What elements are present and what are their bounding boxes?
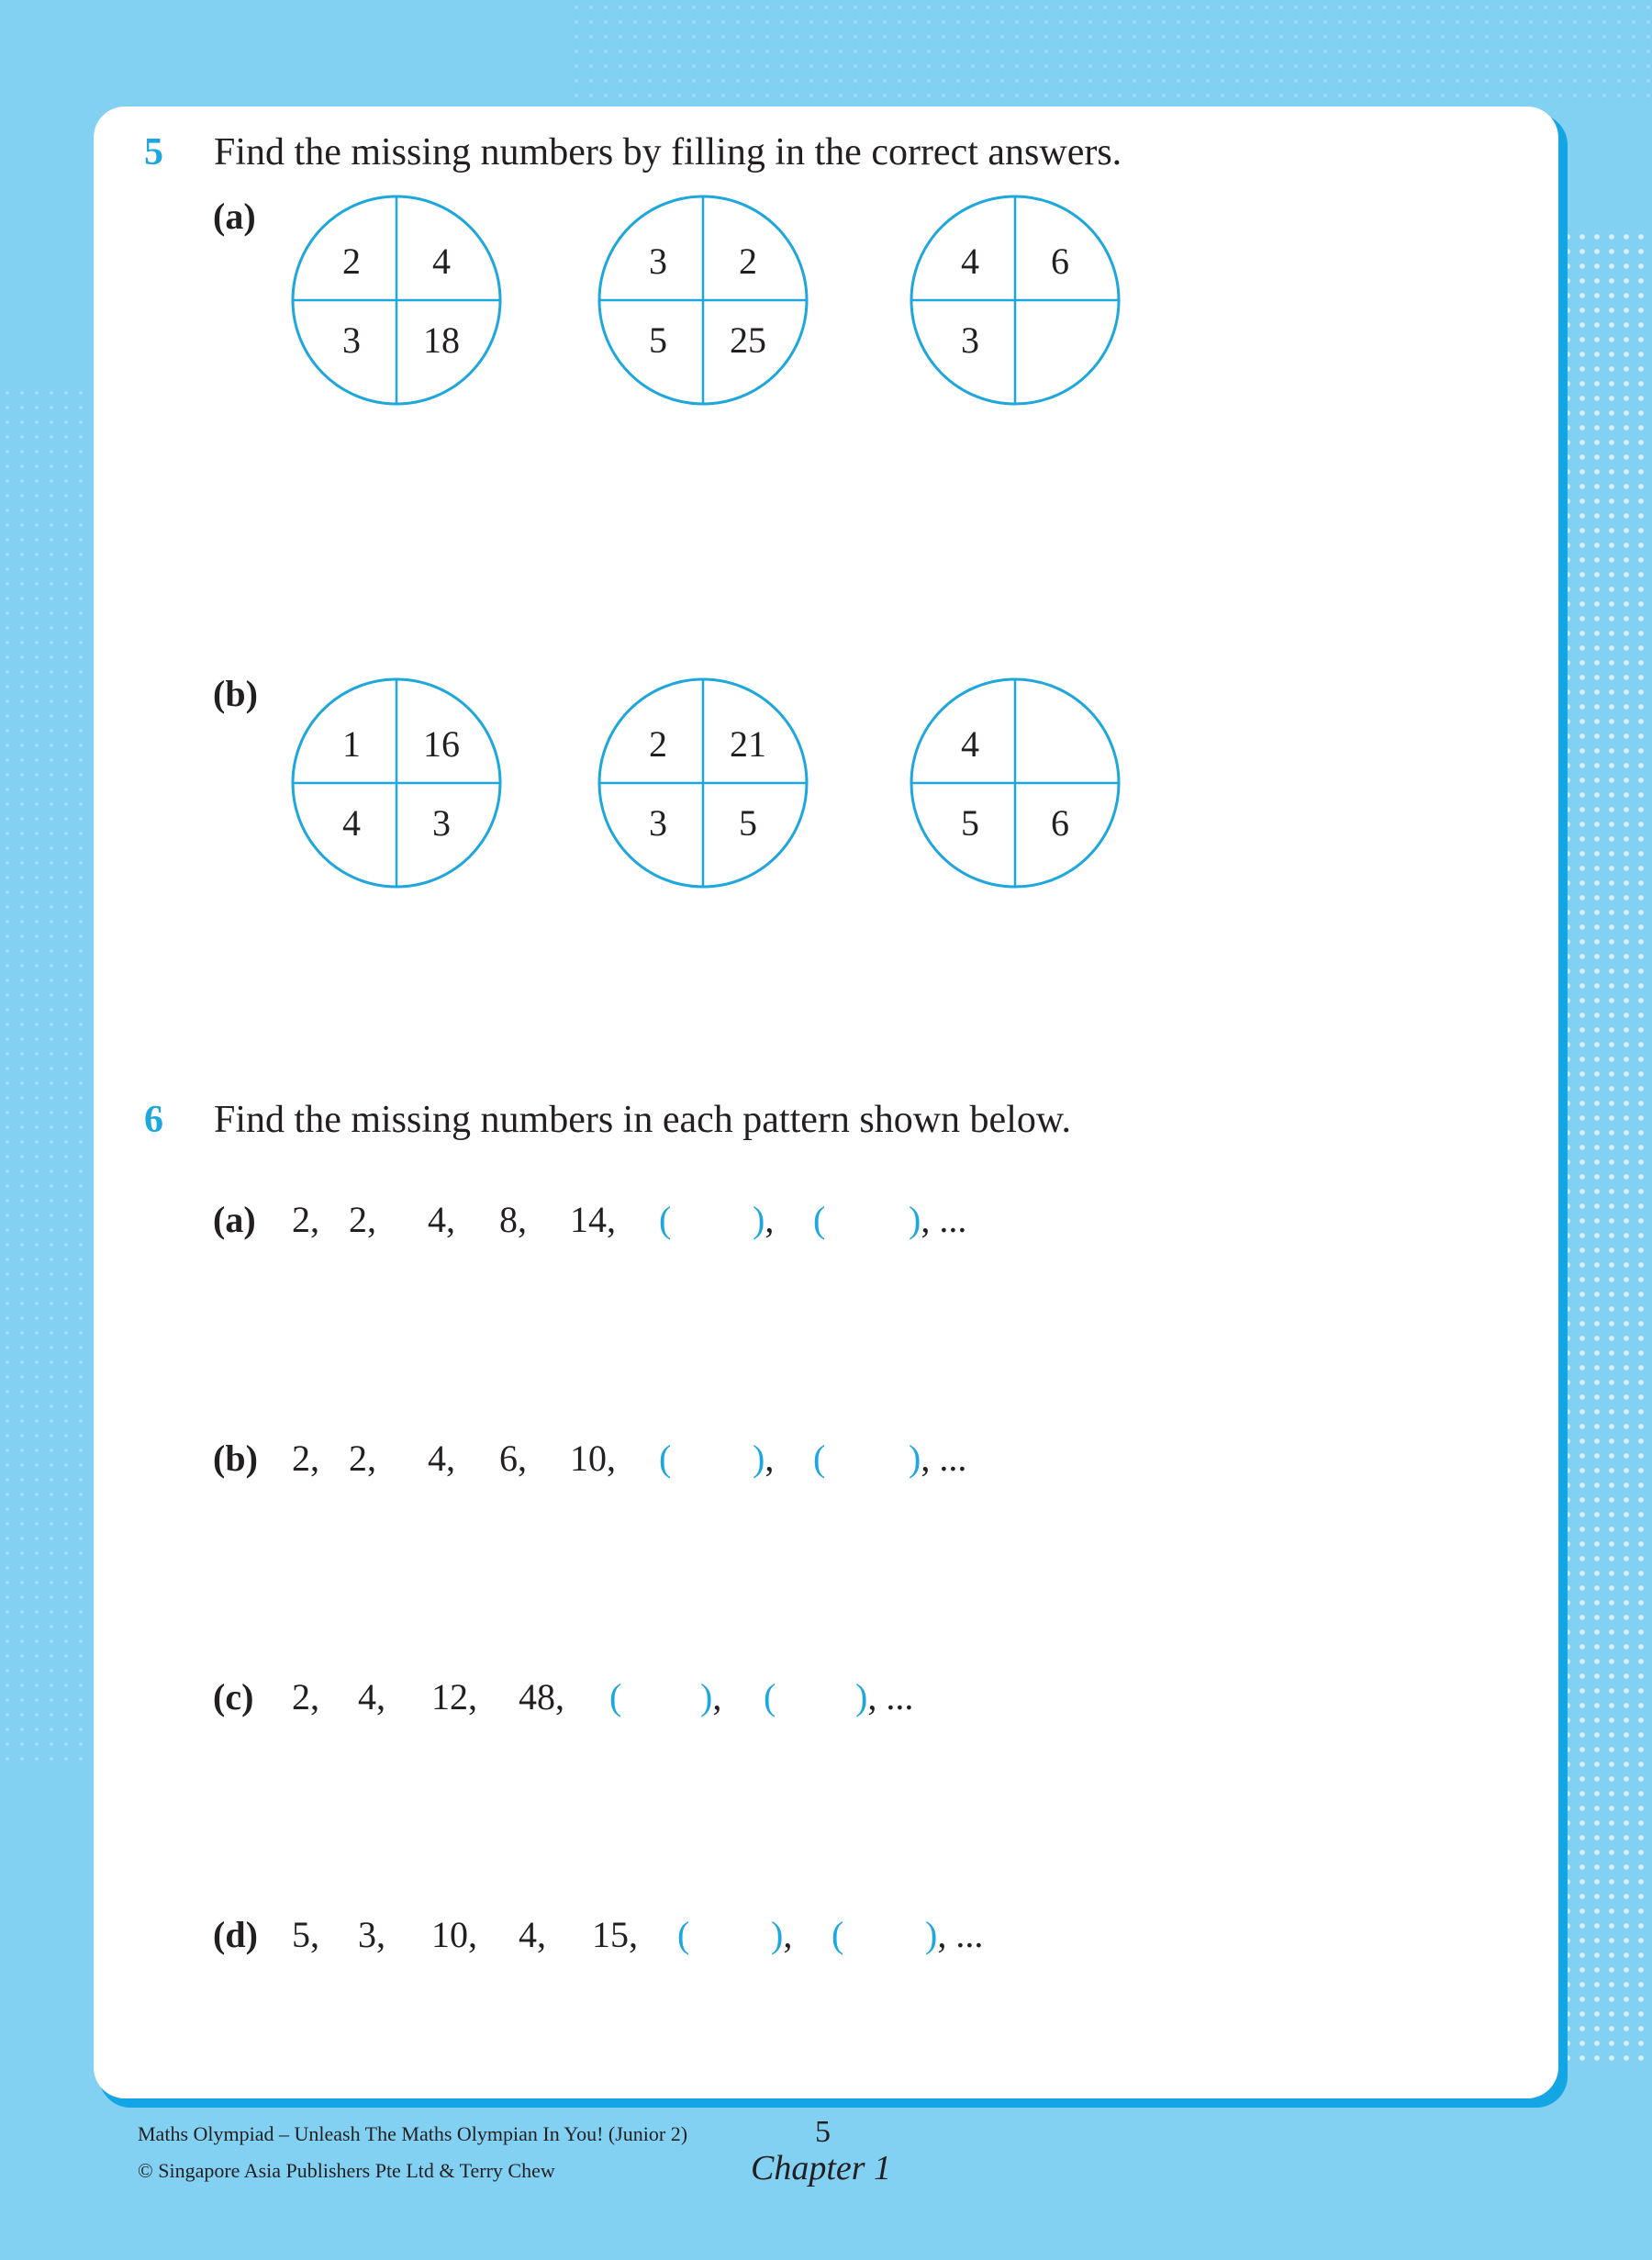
answer-blank-close[interactable]: ), bbox=[753, 1438, 775, 1479]
question-text: Find the missing numbers in each pattern shown below. bbox=[214, 1099, 1071, 1141]
chapter-label: Chapter 1 bbox=[751, 2149, 892, 2187]
quadrant-number: 16 bbox=[423, 723, 460, 765]
page-number: 5 bbox=[815, 2115, 831, 2149]
sequence-term: 4, bbox=[428, 1438, 455, 1479]
answer-blank-close[interactable]: ), ... bbox=[925, 1914, 984, 1955]
answer-blank-open[interactable]: ( bbox=[832, 1914, 844, 1955]
part-label: (b) bbox=[213, 673, 258, 714]
sequence-term: 3, bbox=[358, 1914, 385, 1955]
quadrant-number: 18 bbox=[423, 319, 460, 361]
sequence-term: 10, bbox=[570, 1438, 616, 1479]
footer-book-title: Maths Olympiad – Unleash The Maths Olympian In You! (Junior 2) bbox=[138, 2122, 688, 2145]
part-label: (b) bbox=[213, 1438, 258, 1479]
quadrant-number: 4 bbox=[342, 802, 361, 844]
quadrant-number: 3 bbox=[649, 802, 667, 844]
part-label: (a) bbox=[213, 1199, 256, 1240]
answer-blank-open[interactable]: ( bbox=[677, 1914, 690, 1955]
dot-pattern bbox=[1560, 229, 1652, 2065]
sequence-term: 5, bbox=[292, 1914, 319, 1955]
sequence-term: 15, bbox=[592, 1914, 638, 1955]
sequence-term: 2, bbox=[292, 1199, 319, 1240]
answer-blank-close[interactable]: ), ... bbox=[909, 1199, 967, 1240]
sequence-term: 4, bbox=[428, 1199, 455, 1240]
number-circle bbox=[597, 677, 809, 889]
number-circle bbox=[290, 194, 503, 407]
quadrant-number: 3 bbox=[432, 802, 451, 844]
number-circle bbox=[597, 194, 809, 407]
sequence-term: 10, bbox=[431, 1914, 477, 1955]
sequence-term: 4, bbox=[519, 1914, 546, 1955]
dot-pattern bbox=[569, 0, 1652, 101]
answer-blank-close[interactable]: ), bbox=[753, 1199, 775, 1240]
footer-copyright: © Singapore Asia Publishers Pte Ltd & Terry Chew bbox=[138, 2159, 555, 2182]
answer-blank-open[interactable]: ( bbox=[609, 1676, 622, 1717]
dot-pattern bbox=[0, 386, 92, 1762]
question-number: 6 bbox=[144, 1099, 163, 1141]
answer-blank-close[interactable]: ), bbox=[771, 1914, 793, 1955]
number-circle bbox=[290, 677, 503, 889]
sequence-term: 4, bbox=[358, 1676, 385, 1717]
answer-blank-close[interactable]: ), bbox=[700, 1676, 722, 1717]
question-text: Find the missing numbers by filling in the correct answers. bbox=[214, 131, 1122, 173]
answer-blank-open[interactable]: ( bbox=[659, 1199, 672, 1240]
quadrant-number: 6 bbox=[1051, 802, 1069, 844]
answer-blank-open[interactable]: ( bbox=[764, 1676, 776, 1717]
answer-blank-close[interactable]: ), ... bbox=[855, 1676, 914, 1717]
sequence-term: 8, bbox=[499, 1199, 527, 1240]
number-circle bbox=[909, 677, 1122, 889]
answer-blank-close[interactable]: ), ... bbox=[909, 1438, 967, 1479]
part-label: (c) bbox=[213, 1676, 254, 1717]
quadrant-number: 5 bbox=[649, 319, 667, 361]
sequence-term: 2, bbox=[349, 1438, 376, 1479]
quadrant-number: 5 bbox=[961, 802, 979, 844]
quadrant-number: 2 bbox=[649, 723, 667, 765]
answer-blank-open[interactable]: ( bbox=[813, 1438, 826, 1479]
quadrant-number: 25 bbox=[730, 319, 766, 361]
sequence-term: 2, bbox=[292, 1438, 319, 1479]
quadrant-number: 2 bbox=[739, 241, 757, 282]
quadrant-number: 1 bbox=[342, 723, 361, 765]
quadrant-number: 3 bbox=[961, 319, 979, 361]
sequence-term: 6, bbox=[499, 1438, 527, 1479]
quadrant-number: 3 bbox=[342, 319, 361, 361]
quadrant-number: 2 bbox=[342, 241, 361, 282]
sequence-term: 12, bbox=[431, 1676, 477, 1717]
number-circle bbox=[909, 194, 1122, 407]
answer-blank-open[interactable]: ( bbox=[813, 1199, 826, 1240]
sequence-term: 2, bbox=[292, 1676, 319, 1717]
question-number: 5 bbox=[144, 131, 163, 173]
quadrant-number: 21 bbox=[730, 723, 766, 765]
part-label: (a) bbox=[213, 196, 256, 237]
quadrant-number: 3 bbox=[649, 241, 667, 282]
quadrant-number: 5 bbox=[739, 802, 757, 844]
part-label: (d) bbox=[213, 1914, 258, 1955]
sequence-term: 2, bbox=[349, 1199, 376, 1240]
sequence-term: 14, bbox=[570, 1199, 616, 1240]
quadrant-number: 4 bbox=[961, 723, 979, 765]
quadrant-number: 4 bbox=[432, 241, 451, 282]
quadrant-number: 4 bbox=[961, 241, 979, 282]
sequence-term: 48, bbox=[519, 1676, 564, 1717]
quadrant-number: 6 bbox=[1051, 241, 1069, 282]
answer-blank-open[interactable]: ( bbox=[659, 1438, 672, 1479]
